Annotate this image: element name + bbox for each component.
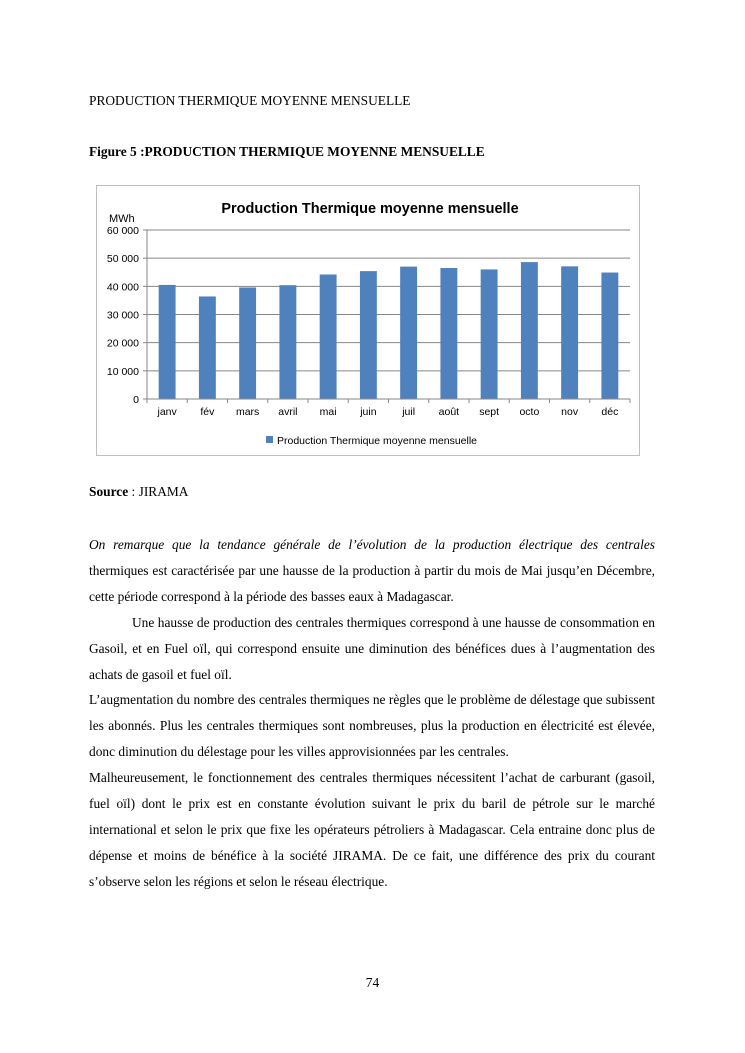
y-tick-label: 30 000 [106,309,139,322]
source-text: : JIRAMA [128,484,189,499]
x-tick-label: mars [235,406,260,418]
legend-swatch [266,436,273,443]
chart-frame [96,185,640,456]
y-tick-label: 20 000 [106,337,139,350]
x-tick-label: juin [360,406,377,418]
bar-mai [320,275,337,399]
x-tick-label: fév [200,406,215,418]
y-tick-label: 60 000 [106,225,139,237]
x-tick-label: déc [601,406,619,418]
bar-juil [400,267,417,399]
chart-title: Production Thermique moyenne mensuelle [221,201,519,217]
bar-sept [481,269,498,399]
paragraph-1 [89,532,655,610]
x-tick-label: nov [561,406,579,418]
bar-déc [601,273,618,399]
y-tick-label: 0 [133,394,139,406]
y-tick-label: 50 000 [106,253,139,266]
bar-août [440,268,457,399]
bar-octo [521,262,538,399]
x-tick-label: janv [157,406,177,418]
legend-label: Production Thermique moyenne mensuelle [277,435,478,447]
bar-fév [199,296,216,399]
x-tick-label: sept [479,406,500,418]
body-text [89,532,655,895]
page-number: 74 [365,975,380,990]
bar-janv [159,285,176,399]
source-line [89,484,188,500]
paragraph-3: L’augmentation du nombre des centrales thermiques ne règles que le problème de délestage que subissent les abonnés. Plus les centrales thermiques sont nombreuses, plus la production en électricité est élevée, donc diminution du délestage pour les villes approvisionnées par les centrales. [89,692,655,760]
figure-caption: Figure 5 :PRODUCTION THERMIQUE MOYENNE MENSUELLE [89,144,485,159]
bar-avril [279,285,296,399]
page-heading: PRODUCTION THERMIQUE MOYENNE MENSUELLE [89,93,411,108]
x-tick-label: août [438,406,460,418]
x-tick-label: mai [319,406,337,418]
bar-juin [360,271,377,399]
source-label: Source [89,484,129,499]
bar-mars [239,287,256,399]
x-tick-label: juil [402,406,416,418]
y-tick-label: 40 000 [106,281,139,294]
bar-nov [561,266,578,399]
paragraph-1-rest: thermiques est caractérisée par une hausse de la production à partir du mois de Mai jusqu’en Décembre, cette période correspond à la période des basses eaux à Madagascar. [89,562,655,604]
x-tick-label: octo [519,406,540,418]
x-tick-label: avril [278,406,298,418]
y-tick-label: 10 000 [106,365,139,378]
paragraph-2: Une hausse de production des centrales thermiques correspond à une hausse de consommation en Gasoil, et en Fuel oïl, qui correspond ensuite une diminution des bénéfices dues à l’augmentation des achats de gasoil et fuel oïl. [89,614,655,682]
paragraph-1-italic: On remarque que la tendance générale de l’évolution de la production électrique des centrales [89,537,655,552]
y-axis-unit-label: MWh [109,213,135,225]
bar-chart [97,186,641,457]
paragraph-4: Malheureusement, le fonctionnement des centrales thermiques nécessitent l’achat de carburant (gasoil, fuel oïl) dont le prix est en constante évolution suivant le prix du baril de pétrole sur le marché international et selon le prix que fixe les opérateurs pétroliers à Madagascar. Cela entraine donc plus de dépense et moins de bénéfice à la société JIRAMA. De ce fait, une différence des prix du courant s’observe selon les régions et selon le réseau électrique. [89,770,655,889]
